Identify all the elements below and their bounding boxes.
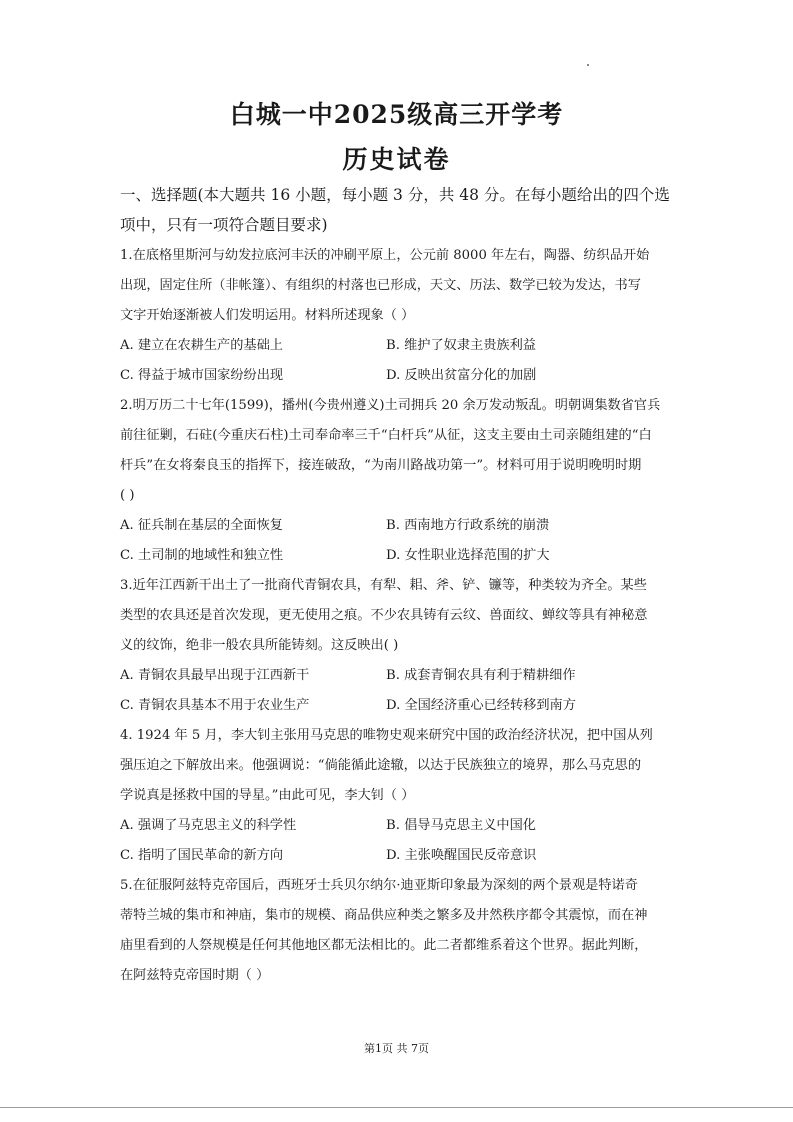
bottom-divider xyxy=(0,1107,793,1108)
answer-option[interactable]: C. 得益于城市国家纷纷出现 xyxy=(120,368,284,383)
answer-option[interactable]: D. 主张唤醒国民反帝意识 xyxy=(386,848,537,863)
question-1 xyxy=(120,241,678,391)
option-row xyxy=(120,541,678,571)
answer-option[interactable]: A. 建立在农耕生产的基础上 xyxy=(120,338,283,353)
answer-option[interactable]: B. 成套青铜农具有利于精耕细作 xyxy=(386,668,576,683)
question-3 xyxy=(120,571,678,721)
answer-option[interactable]: C. 青铜农具基本不用于农业生产 xyxy=(120,698,310,713)
question-text-line: 文字开始逐渐被人们发明运用。材料所述现象（ ） xyxy=(120,308,415,323)
section-heading-line-1: 一、选择题(本大题共 16 小题，每小题 3 分，共 48 分。在每小题给出的四个选 xyxy=(120,186,670,204)
exam-subtitle: 历史试卷 xyxy=(342,145,451,174)
question-5 xyxy=(120,871,678,991)
answer-option[interactable]: D. 女性职业选择范围的扩大 xyxy=(386,548,550,563)
question-list xyxy=(120,241,678,991)
question-text-line: 1.在底格里斯河与幼发拉底河丰沃的冲刷平原上，公元前 8000 年左右，陶器、纺织品开始 xyxy=(120,248,650,263)
exam-title: 白城一中2025级高三开学考 xyxy=(229,100,564,129)
answer-option[interactable]: D. 反映出贫富分化的加剧 xyxy=(386,368,537,383)
question-text-line: 类型的农具还是首次发现，更无使用之痕。不少农具铸有云纹、兽面纹、蝉纹等具有神秘意 xyxy=(120,608,648,623)
option-row xyxy=(120,811,678,841)
question-text-line: 3.近年江西新干出土了一批商代青铜农具，有犁、耜、斧、铲、镰等，种类较为齐全。某些 xyxy=(120,578,647,593)
answer-option[interactable]: C. 土司制的地域性和独立性 xyxy=(120,548,284,563)
option-row xyxy=(120,841,678,871)
question-text-line: 庙里看到的人祭规模是任何其他地区都无法相比的。此二者都维系着这个世界。据此判断， xyxy=(120,938,648,953)
question-text-line: 学说真是拯救中国的导星。”由此可见，李大钊（ ） xyxy=(120,788,415,803)
question-text-line: 在阿兹特克帝国时期（ ） xyxy=(120,968,270,983)
answer-option[interactable]: A. 强调了马克思主义的科学性 xyxy=(120,818,297,833)
option-row xyxy=(120,331,678,361)
question-text-line: ( ) xyxy=(120,488,135,503)
question-2 xyxy=(120,391,678,571)
question-4 xyxy=(120,721,678,871)
option-row xyxy=(120,361,678,391)
section-heading-line-2: 项中，只有一项符合题目要求) xyxy=(120,216,328,234)
option-row xyxy=(120,691,678,721)
answer-option[interactable]: D. 全国经济重心已经转移到南方 xyxy=(386,698,576,713)
section-heading xyxy=(120,180,680,240)
question-text-line: 5.在征服阿兹特克帝国后，西班牙士兵贝尔纳尔·迪亚斯印象最为深刻的两个景观是特诺奇 xyxy=(120,878,638,893)
question-text-line: 蒂特兰城的集市和神庙，集市的规模、商品供应种类之繁多及井然秩序都令其震惊，而在神 xyxy=(120,908,648,923)
page-footer: 第1页 共 7页 xyxy=(364,1042,429,1055)
answer-option[interactable]: B. 维护了奴隶主贵族利益 xyxy=(386,338,536,353)
question-text-line: 2.明万历二十七年(1599)，播州(今贵州遵义)土司拥兵 20 余万发动叛乱。明朝调集数省官兵 xyxy=(120,398,661,413)
option-row xyxy=(120,661,678,691)
answer-option[interactable]: B. 西南地方行政系统的崩溃 xyxy=(386,518,550,533)
answer-option[interactable]: B. 倡导马克思主义中国化 xyxy=(386,818,536,833)
answer-option[interactable]: A. 征兵制在基层的全面恢复 xyxy=(120,518,283,533)
question-text-line: 出现，固定住所（非帐篷）、有组织的村落也已形成，天文、历法、数学已较为发达，书写 xyxy=(120,278,641,293)
question-text-line: 杆兵”在女将秦良玉的指挥下，接连破敌，“为南川路战功第一”。材料可用于说明晚明时期 xyxy=(120,458,642,473)
question-text-line: 前往征剿，石砫(今重庆石柱)土司奉命率三千“白杆兵”从征，这支主要由土司亲随组建的“白 xyxy=(120,428,652,443)
question-text-line: 4. 1924 年 5 月，李大钊主张用马克思的唯物史观来研究中国的政治经济状况，把中国从列 xyxy=(120,728,653,743)
scan-speck xyxy=(587,64,589,66)
answer-option[interactable]: C. 指明了国民革命的新方向 xyxy=(120,848,284,863)
question-text-line: 强压迫之下解放出来。他强调说：“倘能循此途辙，以达于民族独立的境界，那么马克思的 xyxy=(120,758,642,773)
option-row xyxy=(120,511,678,541)
question-text-line: 义的纹饰，绝非一般农具所能铸刻。这反映出( ) xyxy=(120,638,399,653)
answer-option[interactable]: A. 青铜农具最早出现于江西新干 xyxy=(120,668,310,683)
